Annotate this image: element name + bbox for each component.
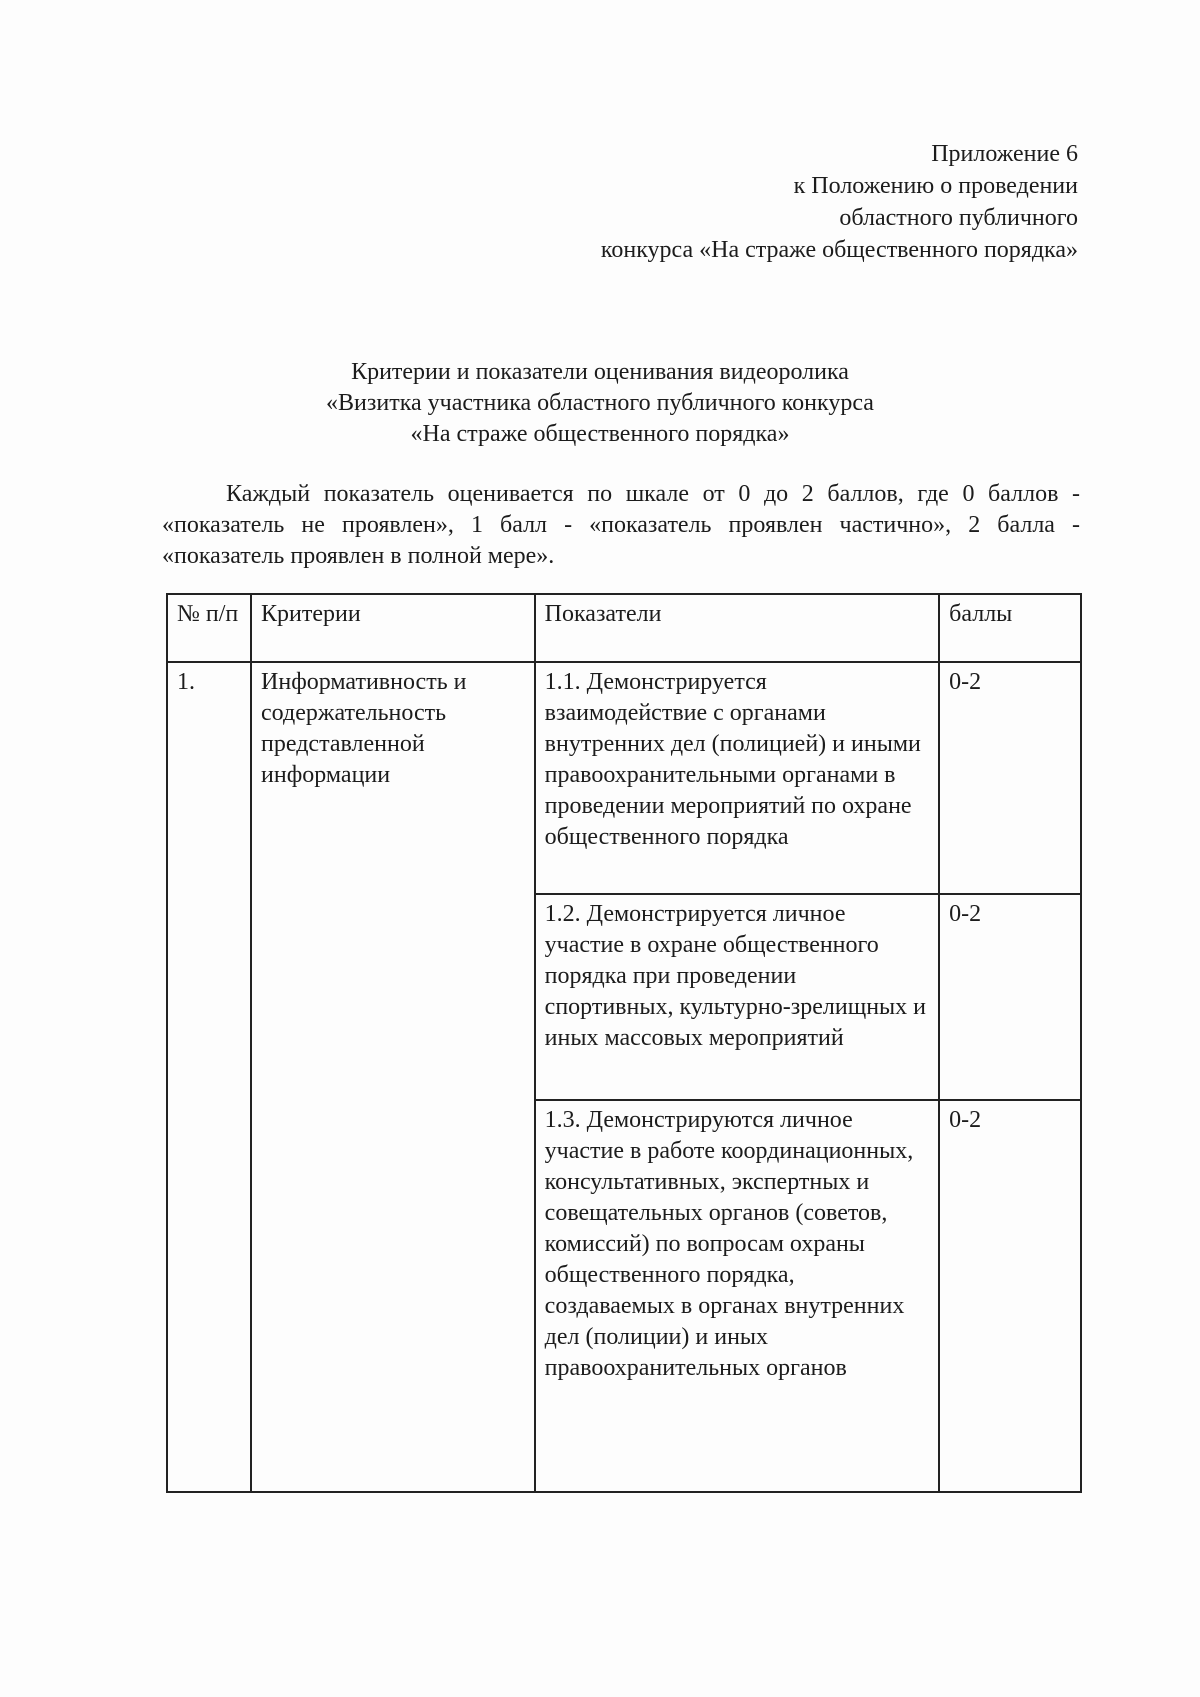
appendix-line: Приложение 6 xyxy=(931,141,1078,167)
indicator-cell: 1.2. Демонстрируется личное участие в охране общественного порядка при проведении спортивных, культурно-зрелищных и иных массовых мероприятий xyxy=(535,894,939,1100)
title-line: «На страже общественного порядка» xyxy=(410,421,790,447)
title-line: Критерии и показатели оценивания видеоролика xyxy=(351,359,849,385)
header-criteria: Критерии xyxy=(251,594,535,662)
header-indicators: Показатели xyxy=(535,594,939,662)
criterion-cell: Информативность и содержательность представленной информации xyxy=(251,662,535,1492)
table-row xyxy=(167,662,1081,894)
header-points: баллы xyxy=(939,594,1081,662)
table-header-row xyxy=(167,594,1081,662)
document-title xyxy=(150,357,1050,450)
indicator-cell: 1.1. Демонстрируется взаимодействие с органами внутренних дел (полицией) и иными правоохранительными органами в проведении мероприятий по охране общественного порядка xyxy=(535,662,939,894)
indicator-cell: 1.3. Демонстрируются личное участие в работе координационных, консультативных, экспертных и совещательных органов (советов, комиссий) по вопросам охраны общественного порядка, создаваемых в органах внутренних дел (полиции) и иных правоохранительных органов xyxy=(535,1100,939,1492)
points-cell: 0-2 xyxy=(939,1100,1081,1492)
header-num: № п/п xyxy=(167,594,251,662)
appendix-line: областного публичного xyxy=(839,205,1078,231)
intro-paragraph: Каждый показатель оценивается по шкале от 0 до 2 баллов, где 0 баллов - «показатель не проявлен», 1 балл - «показатель проявлен частично», 2 балла - «показатель проявлен в полной мере». xyxy=(162,481,1080,569)
title-line: «Визитка участника областного публичного конкурса xyxy=(326,390,874,416)
appendix-line: к Положению о проведении xyxy=(793,173,1078,199)
criteria-table xyxy=(166,593,1082,1493)
points-cell: 0-2 xyxy=(939,894,1081,1100)
appendix-heading xyxy=(601,138,1078,266)
appendix-line: конкурса «На страже общественного порядка» xyxy=(600,237,1078,263)
row-number: 1. xyxy=(167,662,251,1492)
points-cell: 0-2 xyxy=(939,662,1081,894)
